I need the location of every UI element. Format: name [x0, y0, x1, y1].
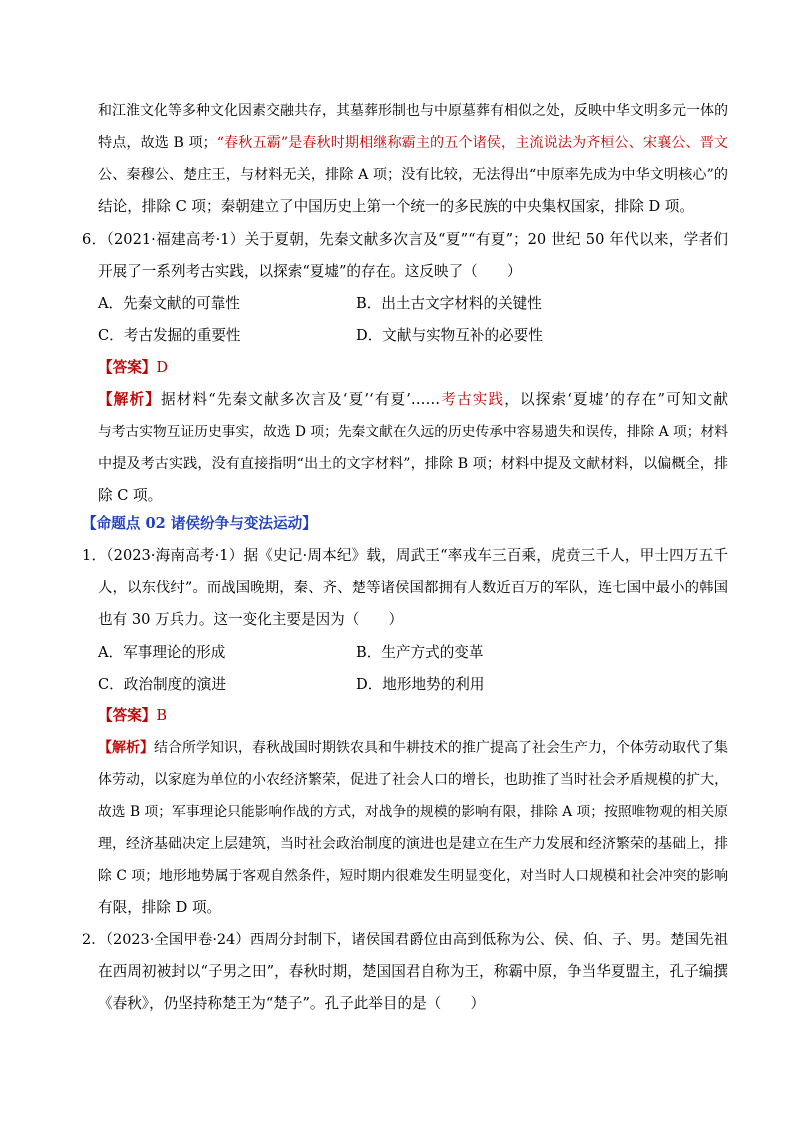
option-b: B．生产方式的变革	[356, 644, 484, 661]
text-span: 据材料“先秦文献多次言及‘夏’‘有夏’……	[160, 391, 441, 408]
analysis-tag: 【解析】	[98, 391, 161, 408]
analysis-line: 除 C 项。	[98, 487, 163, 504]
highlighted-text: “春秋五霸”是春秋时期相继称霸主的五个诸侯，主流说法为齐桓公、宋襄公、晋文	[216, 135, 728, 151]
analysis-line: 除 C 项；地形地势属于客观自然条件，短时期内很难发生明显变化，对当时人口规模和社会冲突的影响	[98, 868, 728, 884]
text-span: ，以探索‘夏墟’的存在”可知文献	[504, 391, 728, 408]
option-b: B．出土古文字材料的关键性	[356, 295, 542, 312]
answer-value: B	[156, 707, 168, 724]
question-2-stem: 《春秋》，仍坚持称楚王为“楚子”。孔子此举目的是（ ）	[98, 995, 486, 1012]
option-c: C．考古发掘的重要性	[98, 327, 241, 344]
option-d: D．地形地势的利用	[356, 676, 485, 693]
analysis-tag: 【解析】	[98, 740, 155, 756]
analysis-line	[98, 390, 728, 410]
answer-tag: 【答案】	[98, 359, 157, 376]
text-span: 特点，故选 B 项；	[98, 135, 217, 151]
question-6-stem: 6．（2021·福建高考·1）关于夏朝，先秦文献多次言及“夏”“有夏”；20 世纪 50 年代以来，学者们	[82, 231, 728, 248]
option-d: D．文献与实物互补的必要性	[356, 327, 543, 344]
analysis-line	[98, 738, 728, 758]
text-span: 结合所学知识，春秋战国时期铁农具和牛耕技术的推广提高了社会生产力，个体劳动取代了集	[154, 740, 728, 756]
analysis-line: 中提及考古实践，没有直接指明“出土的文字材料”，排除 B 项；材料中提及文献材料，以偏概全，排	[98, 456, 728, 472]
answer-value: D	[156, 359, 169, 376]
option-a: A．先秦文献的可靠性	[98, 295, 240, 312]
prev-answer-line: 公、秦穆公、楚庄王，与材料无关，排除 A 项；没有比较，无法得出“中原率先成为中华文明核心”的	[98, 167, 728, 183]
section-heading: 【命题点 02 诸侯纷争与变法运动】	[82, 515, 317, 532]
prev-answer-line: 和江淮文化等多种文化因素交融共存，其墓葬形制也与中原墓葬有相似之处，反映中华文明多元一体的	[98, 103, 728, 119]
question-1-stem: 1．（2023·海南高考·1）据《史记·周本纪》载，周武王“率戎车三百乘，虎贲三千人，甲士四万五千	[82, 547, 728, 564]
prev-answer-line: 结论，排除 C 项；秦朝建立了中国历史上第一个统一的多民族的中央集权国家，排除 D 项。	[98, 198, 694, 215]
prev-answer-line	[98, 133, 728, 153]
question-1-stem: 人，以东伐纣”。而战国晚期，秦、齐、楚等诸侯国都拥有人数近百万的军队，连七国中最小的韩国	[98, 580, 728, 596]
question-6-stem: 开展了一系列考古实践，以探索“夏墟”的存在。这反映了（ ）	[98, 263, 522, 280]
answer-line	[98, 706, 728, 726]
analysis-line: 理，经济基础决定上层建筑，当时社会政治制度的演进也是建立在生产力发展和经济繁荣的基础上，排	[98, 836, 728, 852]
option-c: C．政治制度的演进	[98, 676, 226, 693]
answer-tag: 【答案】	[98, 707, 157, 724]
question-2-stem: 在西周初被封以“子男之田”，春秋时期，楚国国君自称为王，称霸中原，争当华夏盟主，孔子编撰	[98, 963, 728, 980]
option-a: A．军事理论的形成	[98, 644, 226, 661]
analysis-line: 体劳动，以家庭为单位的小农经济繁荣，促进了社会人口的增长，也助推了当时社会矛盾规模的扩大，	[98, 772, 728, 788]
analysis-line: 与考古实物互证历史事实，故选 D 项；先秦文献在久远的历史传承中容易遗失和误传，排除 A 项；材料	[98, 424, 728, 440]
analysis-line: 有限，排除 D 项。	[98, 899, 222, 916]
question-1-stem: 也有 30 万兵力。这一变化主要是因为（ ）	[98, 611, 404, 628]
answer-line	[98, 358, 728, 378]
question-2-stem: 2．（2023·全国甲卷·24）西周分封制下，诸侯国君爵位由高到低称为公、侯、伯、子、男。楚国先祖	[82, 932, 728, 948]
analysis-line: 故选 B 项；军事理论只能影响作战的方式，对战争的规模的影响有限，排除 A 项；按照唯物观的相关原	[98, 804, 728, 820]
highlighted-text: 考古实践	[440, 391, 505, 408]
